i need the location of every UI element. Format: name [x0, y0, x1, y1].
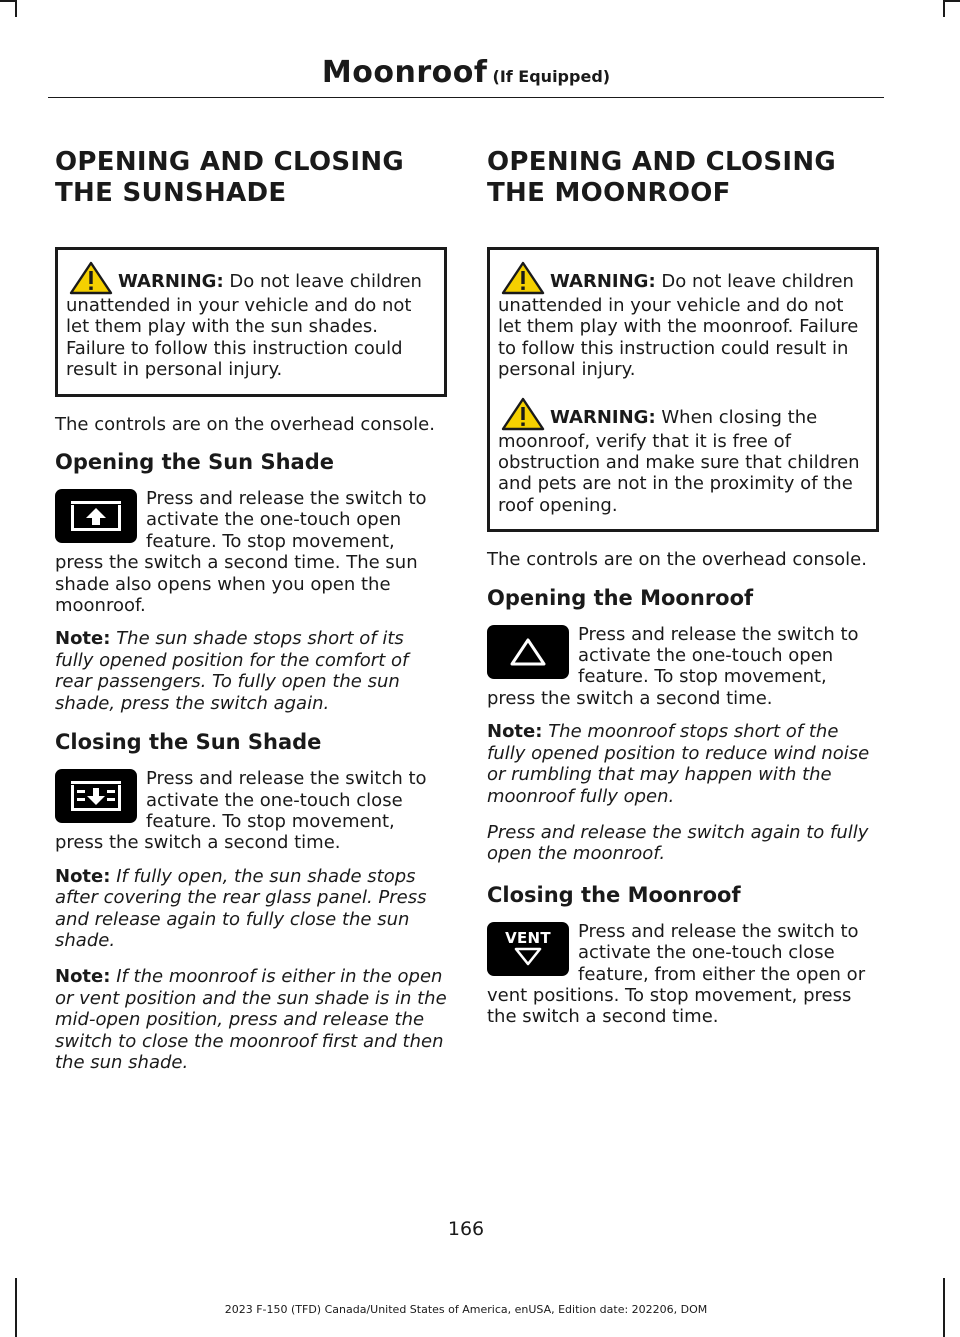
note-label: Note: [55, 628, 111, 650]
subheading-close-sunshade: Closing the Sun Shade [55, 730, 322, 755]
warning-triangle-icon [501, 261, 545, 295]
footer-edition-text: 2023 F-150 (TFD) Canada/United States of America, enUSA, Edition date: 202206, DOM [224, 1303, 708, 1316]
sunshade-close-icon [67, 779, 125, 813]
close-sunshade-text: Press and release the switch to activate the one-touch close feature. To stop movement, press the switch a second time. [55, 768, 427, 854]
warning-text: Do not leave children unattended in your vehicle and do not let them play with the moonroof. Failure to follow this instruction could result in personal injury. [498, 271, 859, 381]
page-title: Moonroof [321, 55, 488, 90]
section-heading-moonroof: OPENING AND CLOSING THE MOONROOF [487, 147, 837, 208]
subheading-close-moonroof: Closing the Moonroof [487, 882, 741, 907]
note-text: The sun shade stops short of its fully opened position for the comfort of rear passengers. To fully open the sun shade, press the switch again. [55, 628, 409, 714]
sunshade-open-icon [67, 499, 125, 533]
note-text: If fully open, the sun shade stops after covering the rear glass panel. Press and release again to fully close the sun shade. [55, 865, 427, 951]
sunshade-close-button-icon [55, 769, 137, 823]
chevron-up-outline-icon [508, 637, 548, 667]
note-label: Note: [55, 966, 111, 988]
left-column [55, 140, 447, 1088]
open-moonroof-text: Press and release the switch to activate the one-touch open feature. To stop movement, press the switch a second time. [487, 623, 859, 709]
crop-mark [15, 0, 17, 17]
warning-label: WARNING: [118, 271, 224, 292]
warning-label: WARNING: [550, 271, 656, 292]
warning-triangle-icon [501, 397, 545, 431]
control-close-moonroof [487, 921, 879, 1028]
vent-label: VENT [505, 929, 551, 948]
crop-mark [945, 0, 960, 2]
warning-paragraph [498, 397, 869, 517]
page-header [48, 55, 884, 98]
warning-box [55, 247, 447, 397]
warning-paragraph [498, 261, 869, 381]
sunshade-open-button-icon [55, 489, 137, 543]
section-heading-sunshade: OPENING AND CLOSING THE SUNSHADE [55, 147, 405, 208]
note [55, 866, 447, 952]
italic-instruction: Press and release the switch again to fully open the moonroof. [487, 821, 869, 865]
intro-text: The controls are on the overhead console. [55, 413, 435, 435]
close-moonroof-text: Press and release the switch to activate the one-touch close feature, from either the open or vent positions. To stop movement, press the switch a second time. [487, 920, 866, 1028]
crop-mark [943, 1278, 945, 1337]
moonroof-vent-button-icon [487, 922, 569, 976]
control-open-sunshade [55, 488, 447, 616]
right-column [487, 140, 879, 1040]
moonroof-open-button-icon [487, 625, 569, 679]
chevron-down-outline-icon [513, 946, 543, 966]
warning-triangle-icon [69, 261, 113, 295]
warning-text: Do not leave children unattended in your vehicle and do not let them play with the sun shades. Failure to follow this instruction could result in personal injury. [66, 271, 422, 381]
control-open-moonroof [487, 624, 879, 710]
note-text: If the moonroof is either in the open or vent position and the sun shade is in the mid-open position, press and release the switch to close the moonroof first and then the sun shade. [55, 966, 447, 1073]
note-label: Note: [487, 721, 543, 743]
warning-paragraph [66, 261, 437, 381]
intro-text: The controls are on the overhead console. [487, 549, 867, 571]
crop-mark [943, 0, 945, 17]
page-subtitle: (If Equipped) [492, 67, 611, 86]
control-close-sunshade [55, 768, 447, 854]
note [487, 721, 879, 807]
note-label: Note: [55, 865, 111, 887]
note [55, 628, 447, 714]
note [55, 966, 447, 1073]
subheading-open-sunshade: Opening the Sun Shade [55, 450, 334, 475]
note-text: The moonroof stops short of the fully opened position to reduce wind noise or rumbling that may happen with the moonroof fully open. [487, 721, 870, 807]
page-number: 166 [447, 1218, 485, 1240]
open-sunshade-text: Press and release the switch to activate the one-touch open feature. To stop movement, press the switch a second time. The sun shade also opens when you open the moonroof. [55, 488, 427, 617]
warning-label: WARNING: [550, 406, 656, 428]
warning-box [487, 247, 879, 532]
warning-text: When closing the moonroof, verify that it is free of obstruction and make sure that children and pets are not in the proximity of the roof opening. [498, 406, 860, 516]
crop-mark [0, 0, 15, 2]
subheading-open-moonroof: Opening the Moonroof [487, 585, 754, 610]
